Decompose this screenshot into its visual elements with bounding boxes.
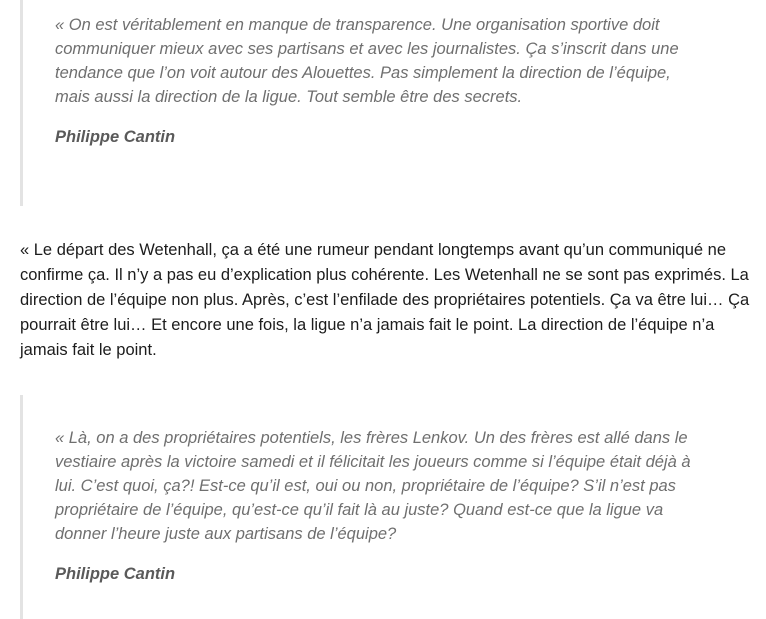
quote-text: « On est véritablement en manque de transparence. Une organisation sportive doit communiquer mieux avec ses partisans et avec les journalistes. Ça s’inscrit dans une tendance que l’on voit autour des Alouettes. Pas simplement la direction de l’équipe, mais aussi la direction de la ligue. Tout semble être des secrets. xyxy=(55,16,679,106)
quote-author: Philippe Cantin xyxy=(55,128,176,146)
blockquote-2 xyxy=(20,395,710,619)
quote-author: Philippe Cantin xyxy=(55,565,176,583)
body-paragraph: « Le départ des Wetenhall, ça a été une rumeur pendant longtemps avant qu’un communiqué ne confirme ça. Il n’y a pas eu d’explication plus cohérente. Les Wetenhall ne se sont pas exprimés. La direction de l’équipe non plus. Après, c’est l’enfilade des propriétaires potentiels. Ça va être lui… Ça pourrait être lui… Et encore une fois, la ligue n’a jamais fait le point. La direction de l’équipe n’a jamais fait le point. xyxy=(20,241,750,359)
blockquote-1 xyxy=(20,0,710,206)
quote-text: « Là, on a des propriétaires potentiels, les frères Lenkov. Un des frères est allé dans le vestiaire après la victoire samedi et il félicitait les joueurs comme si l’équipe était déjà à lui. C’est quoi, ça?! Est-ce qu’il est, oui ou non, propriétaire de l’équipe? S’il n’est pas propriétaire de l’équipe, qu’est-ce qu’il fait là au juste? Quand est-ce que la ligue va donner l’heure juste aux partisans de l’équipe? xyxy=(55,429,691,543)
